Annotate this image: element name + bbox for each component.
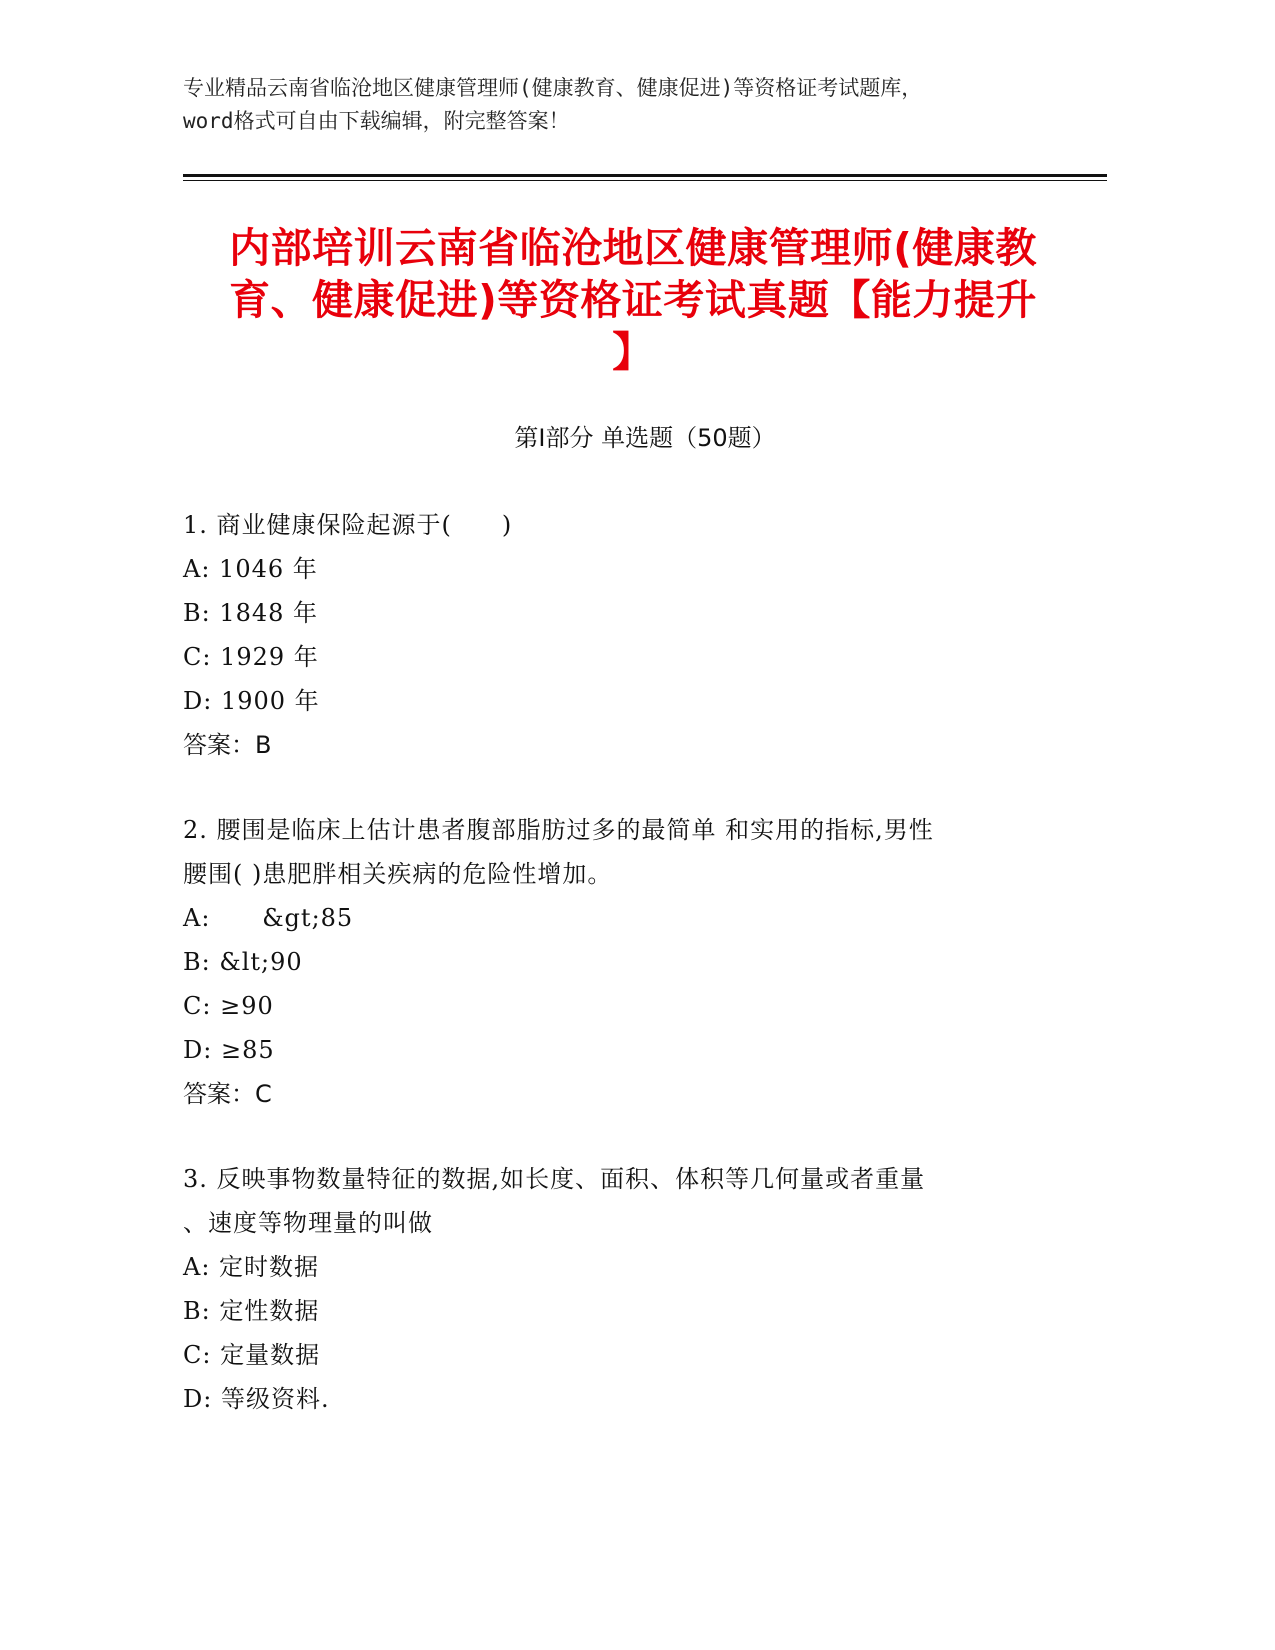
answer: 答案：C (183, 1080, 272, 1108)
option-b: B: &lt;90 (183, 948, 303, 976)
question-stem-line-2: 、速度等物理量的叫做 (183, 1209, 433, 1237)
option-d: D: 等级资料. (183, 1385, 330, 1413)
header-note-line-2: word格式可自由下载编辑，附完整答案！ (183, 109, 570, 133)
header-note-line-1: 专业精品云南省临沧地区健康管理师(健康教育、健康促进)等资格证考试题库， (183, 76, 923, 100)
option-c: C: 1929 年 (183, 643, 319, 671)
question-stem: 1. 商业健康保险起源于( ) (183, 511, 513, 539)
option-c: C: 定量数据 (183, 1341, 321, 1369)
question-stem-line-2: 腰围( )患肥胖相关疾病的危险性增加。 (183, 860, 613, 888)
option-a: A: 1046 年 (183, 555, 318, 583)
document-title-line-2: 育、健康促进)等资格证考试真题【能力提升 (229, 276, 1037, 324)
question-1 (183, 503, 1063, 767)
question-stem-line-1: 2. 腰围是临床上估计患者腹部脂肪过多的最简单 和实用的指标,男性 (183, 816, 934, 844)
section-title: 第Ⅰ部分 单选题（50题） (514, 424, 776, 452)
option-d: D: ≥85 (183, 1036, 275, 1064)
document-title-line-1: 内部培训云南省临沧地区健康管理师(健康教 (229, 224, 1037, 272)
header-note (183, 72, 1083, 138)
document-title-line-3: 】 (612, 328, 654, 376)
option-b: B: 1848 年 (183, 599, 319, 627)
answer: 答案：B (183, 731, 272, 759)
question-stem-line-1: 3. 反映事物数量特征的数据,如长度、面积、体积等几何量或者重量 (183, 1165, 926, 1193)
header-divider-thick (183, 174, 1107, 177)
question-2 (183, 808, 1063, 1116)
option-a: A: &gt;85 (183, 904, 354, 932)
document-title (183, 222, 1083, 378)
header-divider-thin (183, 180, 1107, 181)
option-c: C: ≥90 (183, 992, 274, 1020)
option-d: D: 1900 年 (183, 687, 320, 715)
option-b: B: 定性数据 (183, 1297, 320, 1325)
option-a: A: 定时数据 (183, 1253, 320, 1281)
question-3 (183, 1157, 1063, 1421)
